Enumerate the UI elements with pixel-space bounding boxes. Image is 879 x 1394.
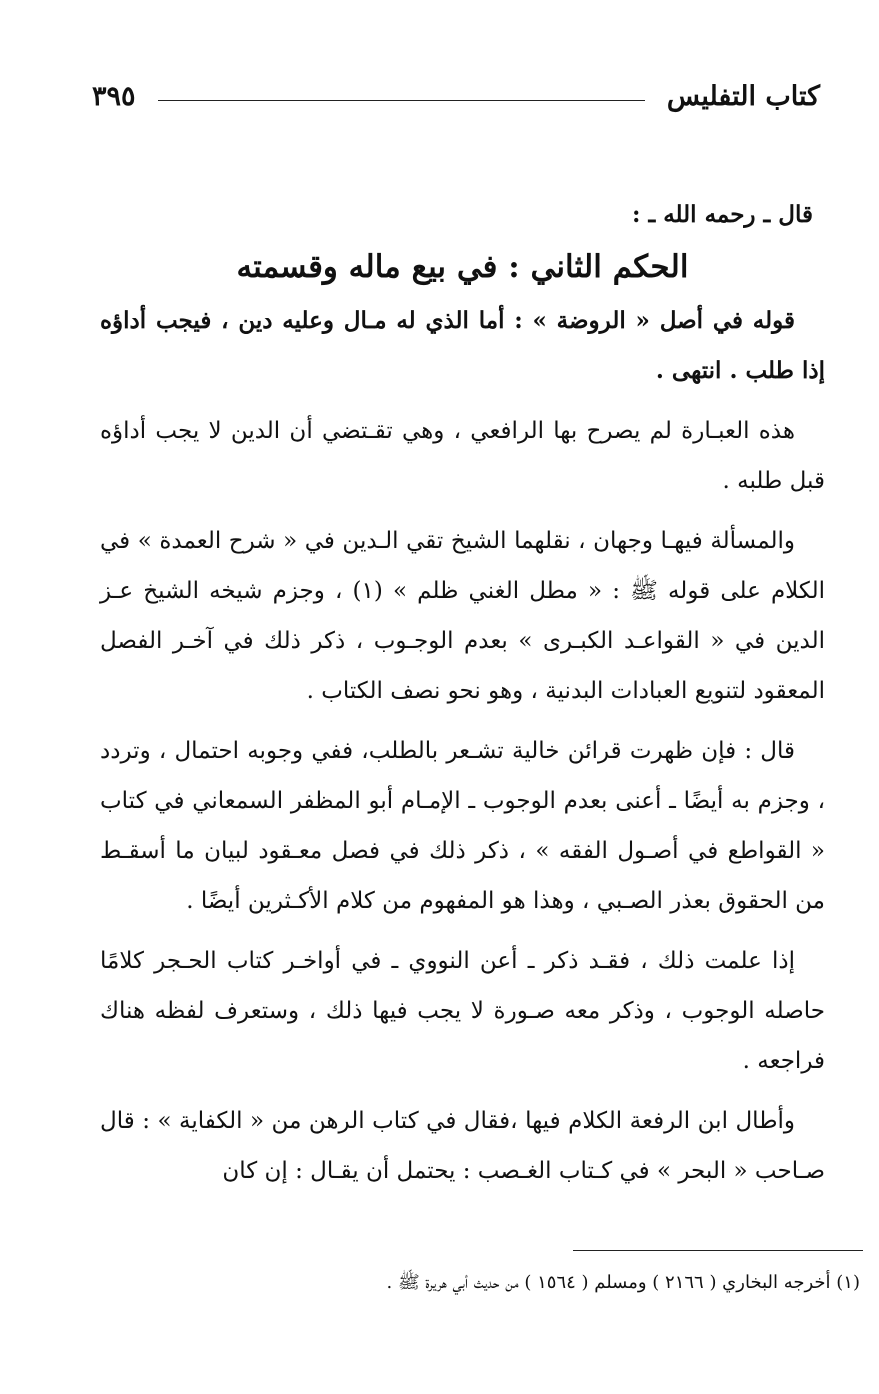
section-heading: الحكم الثاني : في بيع ماله وقسمته — [236, 249, 689, 285]
footnote-separator — [573, 1250, 863, 1251]
paragraph: قال : فإن ظهرت قرائن خالية تشـعر بالطلب، ففي وجوبه احتمال ، وتردد ، وجزم به أيضًا ـ أعنى بعدم الوجوب ـ الإمـام أبو المظفر السمعاني في كتاب « القواطع في أصـول الفقه » ، ذكر ذلك في فصل معـقود لبيان ما أسقـط من الحقوق بعذر الصـبي ، وهذا هو المفهوم من كلام الأكـثرين أيضًا . — [100, 738, 825, 914]
footnote: (١) أخرجه البخاري ( ٢١٦٦ ) ومسلم ( ١٥٦٤ ) من حديث أبي هريرة ﷺ . — [386, 1272, 860, 1293]
chapter-title: كتاب التفليس — [666, 80, 820, 112]
running-header — [92, 74, 820, 118]
intro-line: قال ـ رحمه الله ـ : — [631, 201, 813, 228]
paragraph: إذا علمت ذلك ، فقـد ذكر ـ أعن النووي ـ في أواخـر كتاب الحـجر كلامًا حاصله الوجوب ، وذكر معه صـورة لا يجب فيها ذلك ، وستعرف لفظه هناك فراجعه . — [100, 948, 825, 1074]
paragraph: وأطال ابن الرفعة الكلام فيها ،فقال في كتاب الرهن من « الكفاية » : قال صـاحب « البحر » في كـتاب الغـصب : يحتمل أن يقـال : إن كان — [100, 1108, 825, 1184]
header-rule — [158, 100, 645, 101]
page-number: ٣٩٥ — [92, 80, 136, 112]
paragraph: هذه العبـارة لم يصرح بها الرافعي ، وهي تقـتضي أن الدين لا يجب أداؤه قبل طلبه . — [100, 418, 825, 494]
paragraph: والمسألة فيهـا وجهان ، نقلهما الشيخ تقي الـدين في « شرح العمدة » في الكلام على قوله ﷺ : « مطل الغني ظلم » (١) ، وجزم شيخه الشيخ عـز الدين في « القواعـد الكبـرى » بعدم الوجـوب ، ذكر ذلك في آخـر الفصل المعقود لتنويع العبادات البدنية ، وهو نحو نصف الكتاب . — [100, 528, 826, 704]
paragraph-quote: قوله في أصل « الروضة » : أما الذي له مـال وعليه دين ، فيجب أداؤه إذا طلب . انتهى . — [100, 307, 825, 384]
main-text — [100, 190, 825, 1206]
